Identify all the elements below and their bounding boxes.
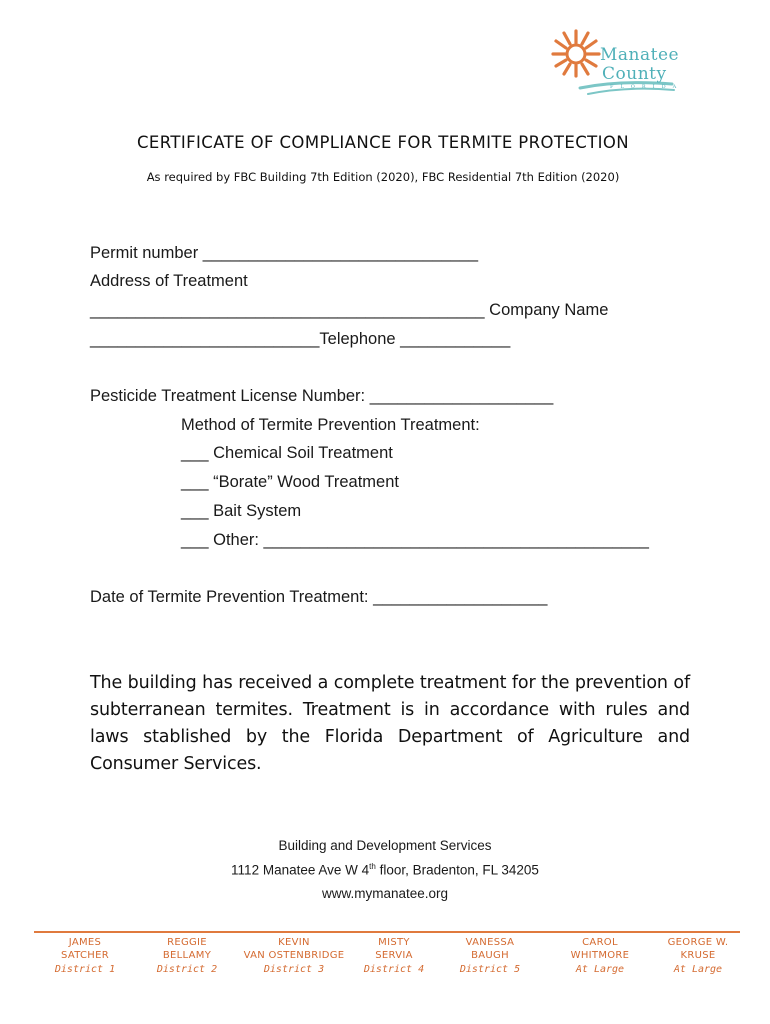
commissioner-district-2 (132, 937, 242, 975)
commissioner-district-1 (30, 937, 140, 975)
manatee-county-logo (540, 24, 684, 104)
document-title: CERTIFICATE OF COMPLIANCE FOR TERMITE PROTECTION (137, 133, 629, 152)
commissioner-district: At Large (575, 964, 625, 975)
website-link[interactable]: www.mymanatee.org (321, 886, 449, 901)
treatment-date-field[interactable]: Date of Termite Prevention Treatment: ___________________ (90, 588, 548, 606)
address-company-field[interactable]: ___________________________________________ Company Name (90, 301, 609, 319)
commissioner-district-4 (339, 937, 449, 975)
department-address (0, 862, 770, 878)
commissioner-district-3 (239, 937, 349, 975)
method-label: Method of Termite Prevention Treatment: (181, 416, 480, 434)
telephone-field[interactable]: _________________________Telephone ____________ (90, 330, 511, 348)
commissioner-name: CAROL WHITMORE (570, 937, 630, 961)
logo-text-florida: FLORIDA (610, 84, 684, 90)
commissioner-district: At Large (673, 964, 723, 975)
compliance-statement: The building has received a complete treatment for the prevention of subterranean termites. Treatment is in accordance with rules and laws stablished by the Florida Department of Agriculture and Consumer Services. (90, 673, 690, 774)
commissioner-name: REGGIE BELLAMY (162, 937, 212, 961)
option-chemical-soil[interactable]: ___ Chemical Soil Treatment (181, 444, 393, 462)
permit-number-field[interactable]: Permit number ______________________________ (90, 244, 479, 262)
commissioner-name: JAMES SATCHER (61, 937, 109, 961)
address-city: floor, Bradenton, FL 34205 (375, 862, 539, 878)
option-other[interactable]: ___ Other: __________________________________________ (181, 531, 649, 549)
commissioner-at-large-1 (545, 937, 655, 975)
commissioner-name: MISTY SERVIA (375, 937, 413, 961)
commissioner-name: GEORGE W. KRUSE (667, 937, 729, 961)
option-borate-wood[interactable]: ___ “Borate” Wood Treatment (181, 473, 399, 491)
document-subtitle: As required by FBC Building 7th Edition (2020), FBC Residential 7th Edition (2020) (146, 170, 620, 184)
commissioner-district: District 2 (156, 964, 218, 975)
commissioner-at-large-2 (643, 937, 753, 975)
logo-text-manatee: Manatee (600, 45, 680, 65)
license-number-field[interactable]: Pesticide Treatment License Number: ____________________ (90, 387, 554, 405)
footer-divider (34, 931, 740, 933)
commissioner-district: District 3 (263, 964, 325, 975)
address-label: Address of Treatment (90, 272, 248, 290)
commissioner-district-5 (435, 937, 545, 975)
address-street: 1112 Manatee Ave W 4 (231, 862, 370, 878)
commissioner-name: KEVIN VAN OSTENBRIDGE (243, 937, 345, 961)
option-bait-system[interactable]: ___ Bait System (181, 502, 302, 520)
address-ordinal: th (369, 862, 376, 871)
commissioner-district: District 1 (54, 964, 116, 975)
department-name: Building and Development Services (278, 838, 492, 853)
logo-text-county: County (602, 64, 667, 84)
commissioner-name: VANESSA BAUGH (465, 937, 515, 961)
commissioner-district: District 4 (363, 964, 425, 975)
commissioner-district: District 5 (459, 964, 521, 975)
